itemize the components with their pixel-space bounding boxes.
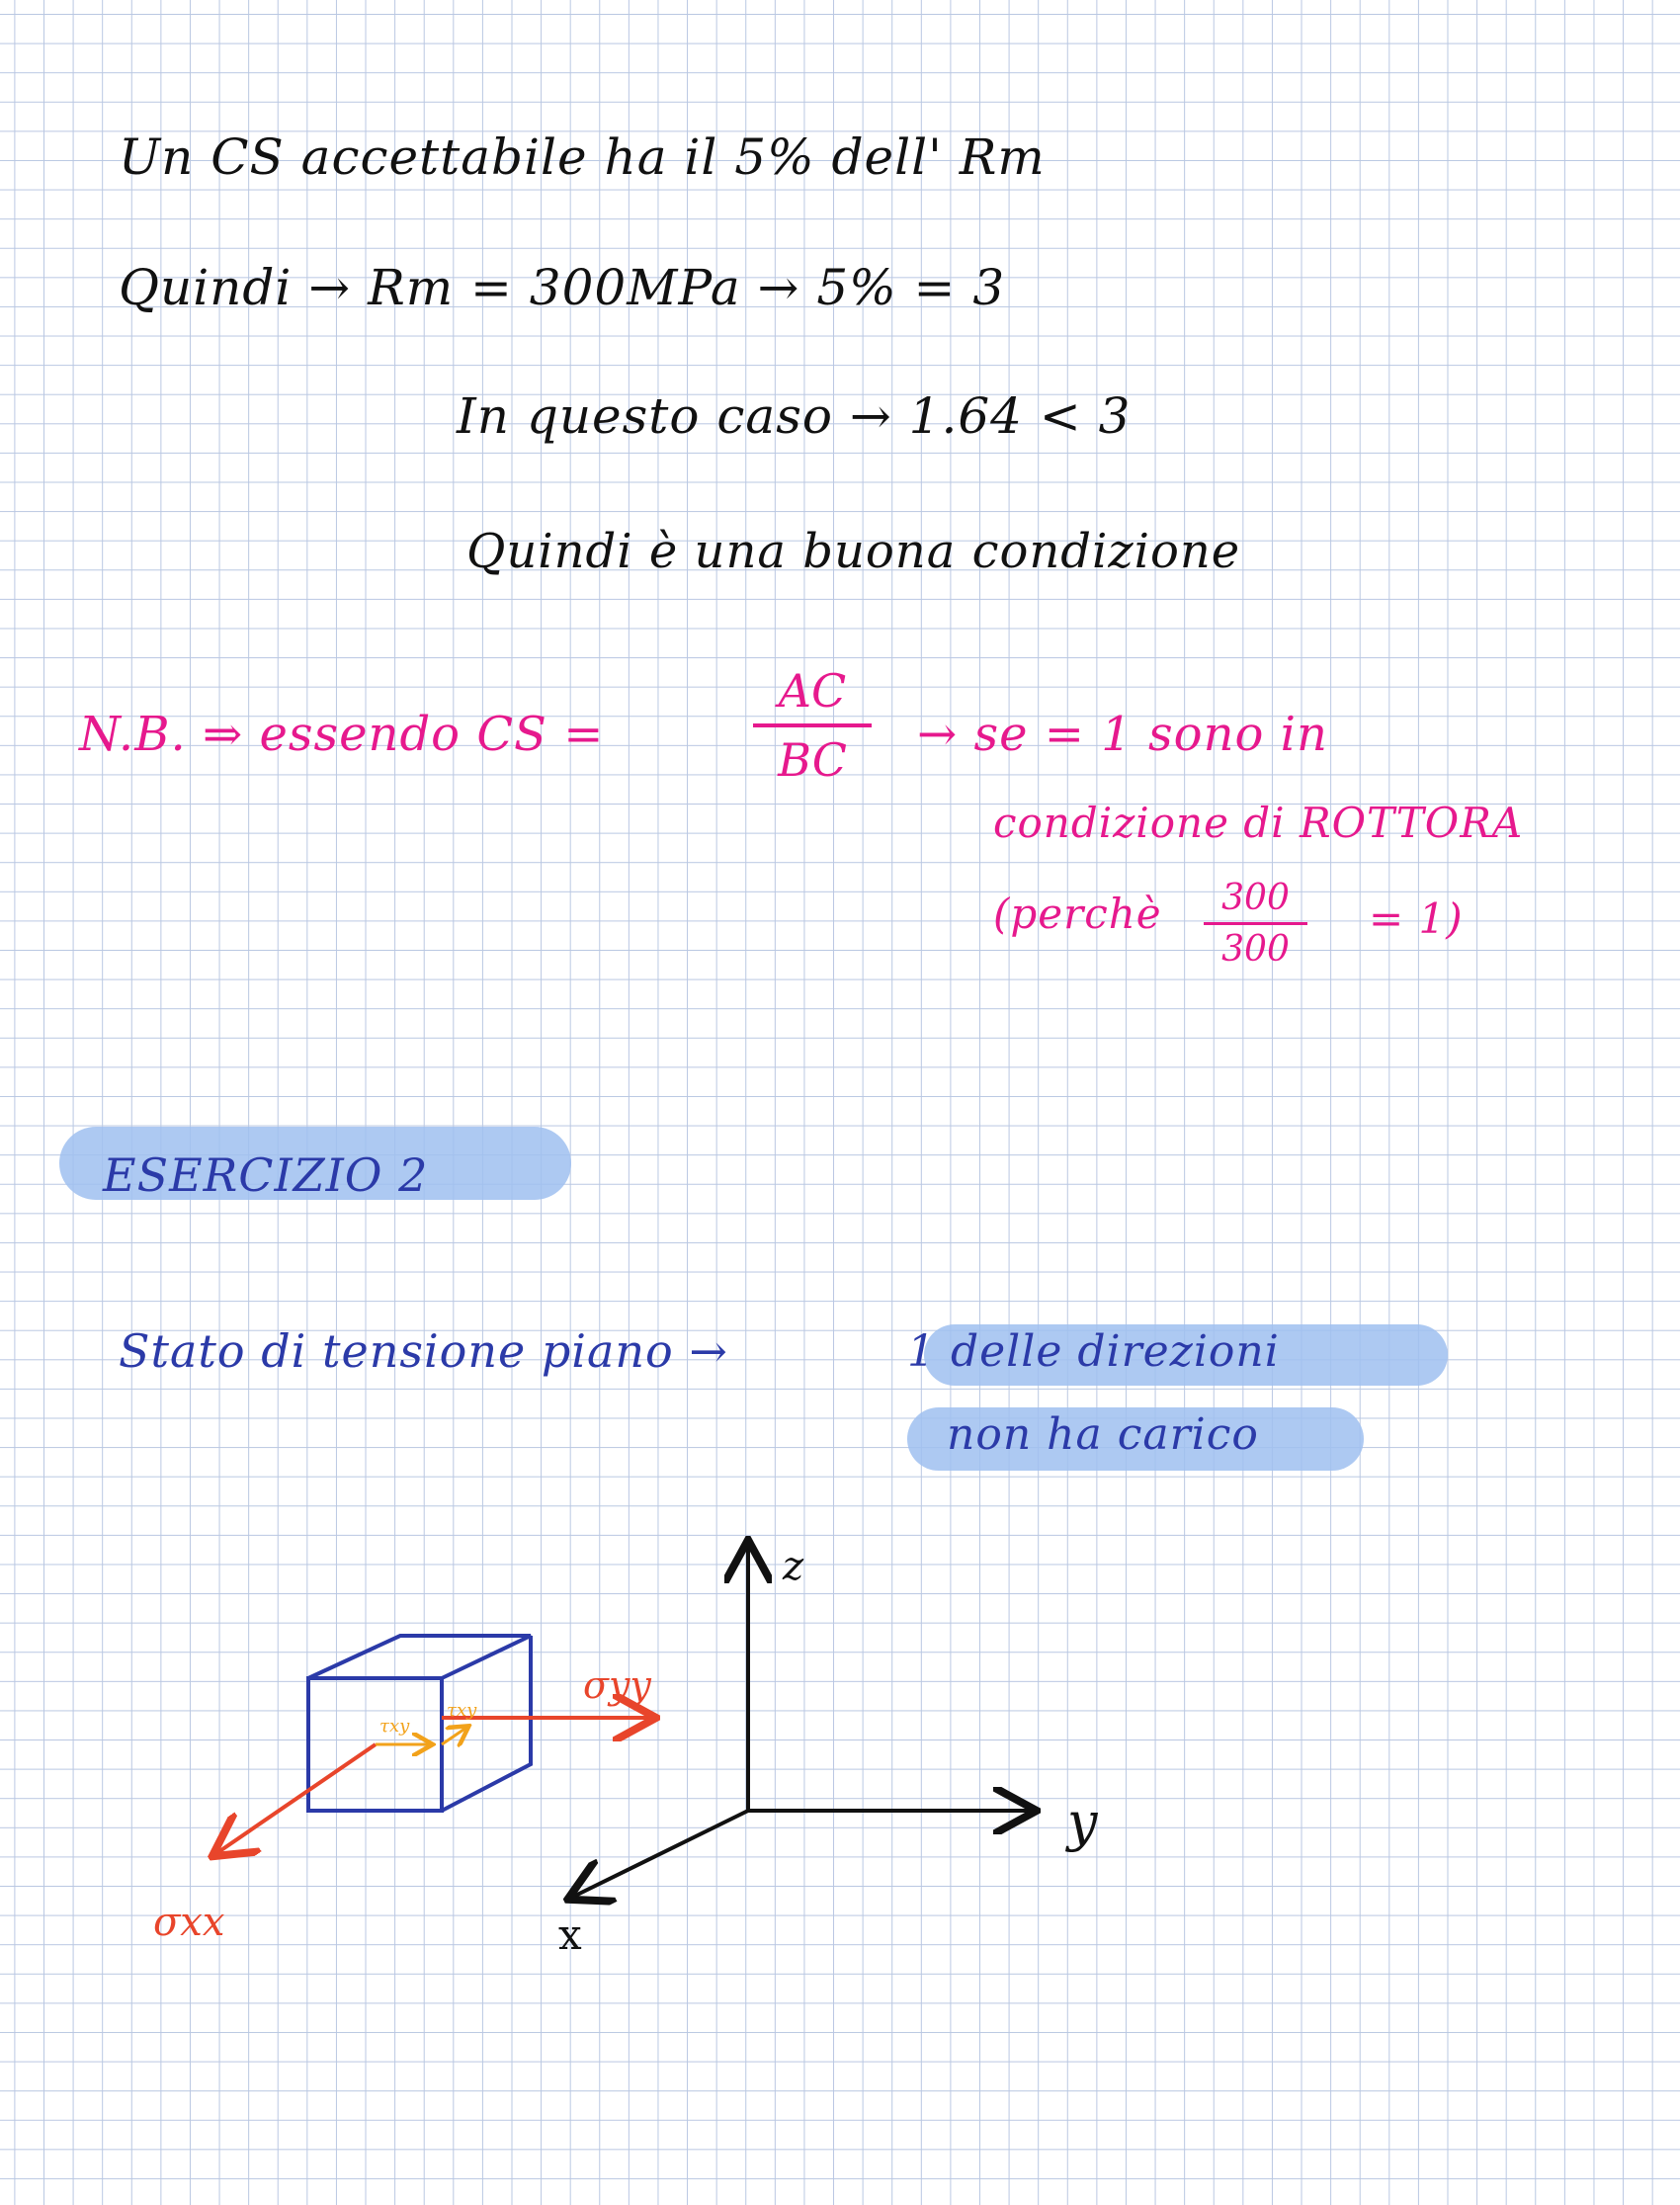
statement-detail-2: non ha carico: [947, 1409, 1259, 1460]
tau-xy-label-2: τxy: [447, 1700, 477, 1721]
note-line-comparison: In questo caso → 1.64 < 3: [457, 387, 1132, 445]
note-line-cs-acceptable: Un CS accettabile ha il 5% dell' Rm: [119, 128, 1046, 186]
axis-x-label: x: [558, 1910, 582, 1959]
sigma-yy-label: σyy: [583, 1663, 651, 1707]
tau-xy-label-1: τxy: [379, 1716, 410, 1737]
note-line-rm-value: Quindi → Rm = 300MPa → 5% = 3: [119, 259, 1006, 316]
cs-fraction-denominator: BC: [778, 733, 847, 787]
cube-top-edge: [308, 1636, 531, 1678]
nb-prefix: N.B. ⇒ essendo CS =: [79, 707, 605, 762]
statement-detail-1: 1 delle direzioni: [907, 1326, 1280, 1377]
stress-cube: [308, 1636, 531, 1811]
ratio-denominator: 300: [1221, 929, 1290, 970]
note-line-conclusion: Quindi è una buona condizione: [466, 524, 1241, 579]
x-axis: [571, 1811, 748, 1898]
nb-condition: condizione di ROTTORA: [993, 799, 1524, 847]
exercise-title: ESERCIZIO 2: [103, 1148, 429, 1202]
nb-paren-open: (perchè: [993, 890, 1162, 938]
axis-y-label: y: [1067, 1791, 1098, 1853]
nb-paren-close: = 1): [1369, 894, 1464, 943]
axis-z-label: z: [783, 1544, 804, 1589]
tau-xy-arrow-2: [442, 1728, 466, 1744]
axes: [571, 1544, 1033, 1898]
cs-fraction-numerator: AC: [778, 664, 847, 718]
sigma-xx-label: σxx: [153, 1900, 225, 1945]
sigma-xx-arrow: [215, 1744, 376, 1854]
cube-side-edge: [442, 1636, 531, 1811]
nb-tail: → se = 1 sono in: [917, 707, 1328, 762]
ratio-numerator: 300: [1221, 878, 1290, 918]
exercise-statement: Stato di tensione piano →: [119, 1324, 728, 1378]
